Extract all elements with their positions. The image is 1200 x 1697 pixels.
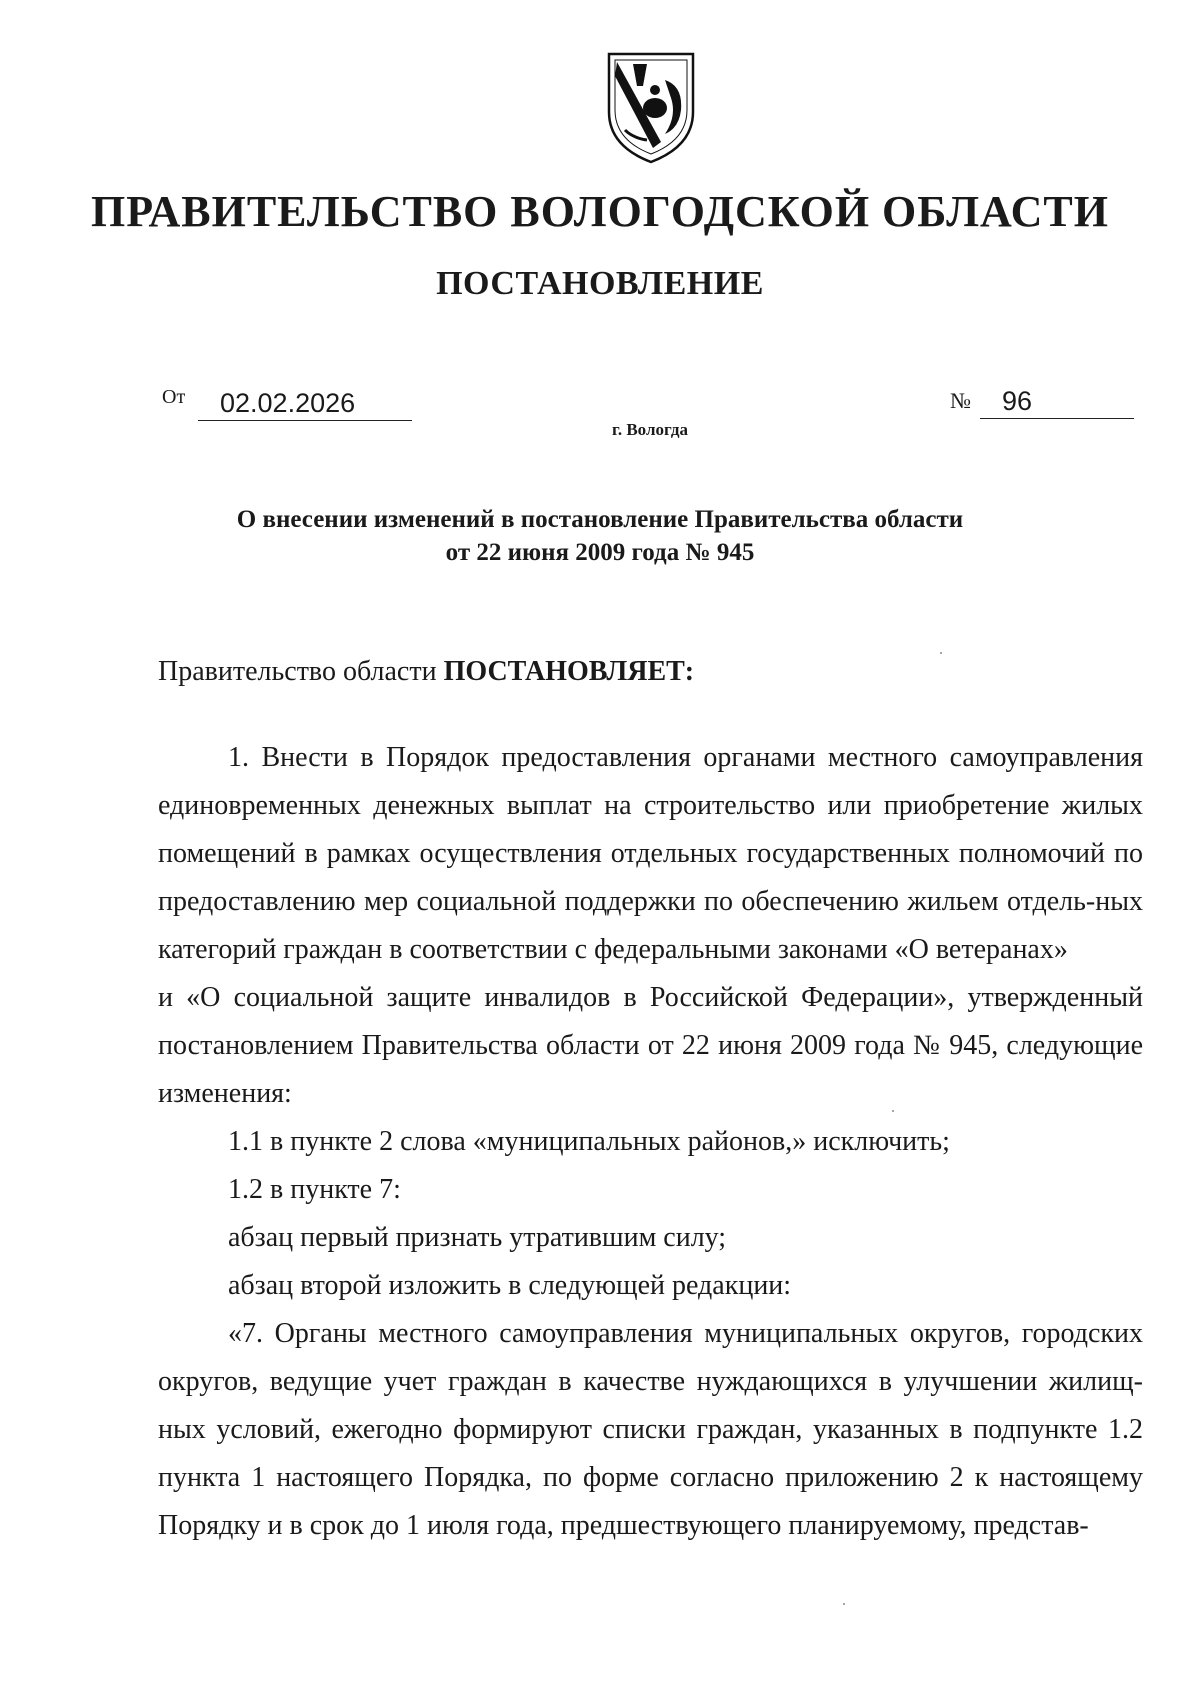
organization-title: ПРАВИТЕЛЬСТВО ВОЛОГОДСКОЙ ОБЛАСТИ (91, 187, 1109, 236)
subject-line-2: от 22 июня 2009 года № 945 (445, 539, 755, 566)
quote-point-7: «7. Органы местного самоуправления муниципальных округов, городских округов, ведущие учет граждан в качестве нуждающихся в улучшении жилищ-ных условий, ежегодно формируют списки граждан, указанных в подпункте 1.2 пункта 1 настоящего Порядка, по форме согласно приложению 2 к настоящему Порядку и в срок до 1 июля года, предшествующего планируемому, представ- (158, 1318, 1143, 1541)
subject-line-1: О внесении изменений в постановление Правительства области (236, 506, 964, 533)
paragraph-1-end: постановлением Правительства области от 22 июня 2009 года № 945, следующие изменения: (158, 1030, 1143, 1109)
paragraph-1-main: 1. Внести в Порядок предоставления органами местного самоуправления единовременных денежных выплат на строительство или приобретение жилых помещений в рамках осуществления отдельных государственных полномочий по предоставлению мер социальной поддержки по обеспечению жильем отдель-ных категорий граждан в соответствии с федеральными законами «О ветеранах» (158, 742, 1143, 965)
preamble-bold: ПОСТАНОВЛЯЕТ: (443, 656, 695, 687)
document-number: 96 (980, 386, 1134, 419)
document-type: ПОСТАНОВЛЕНИЕ (436, 265, 764, 302)
preamble-text: Правительство области (158, 656, 444, 687)
scan-speck (843, 1603, 845, 1605)
date-label: От (162, 386, 186, 408)
number-label: № (950, 388, 971, 413)
item-1-2-a: абзац первый признать утратившим силу; (228, 1222, 727, 1253)
document-date: 02.02.2026 (198, 388, 412, 421)
coat-of-arms-icon (603, 50, 699, 166)
document-body (158, 734, 1143, 1550)
city-name: г. Вологда (612, 420, 688, 439)
scan-speck (892, 1110, 894, 1112)
document-subject (150, 503, 1050, 569)
scan-speck (940, 652, 942, 654)
paragraph-1-line-6: и «О социальной защите инвалидов в Российской Федерации», утвержденный (158, 982, 1143, 1013)
item-1-1: 1.1 в пункте 2 слова «муниципальных районов,» исключить; (228, 1126, 950, 1157)
item-1-2: 1.2 в пункте 7: (228, 1174, 401, 1205)
preamble (158, 656, 694, 688)
item-1-2-b: абзац второй изложить в следующей редакции: (228, 1270, 792, 1301)
